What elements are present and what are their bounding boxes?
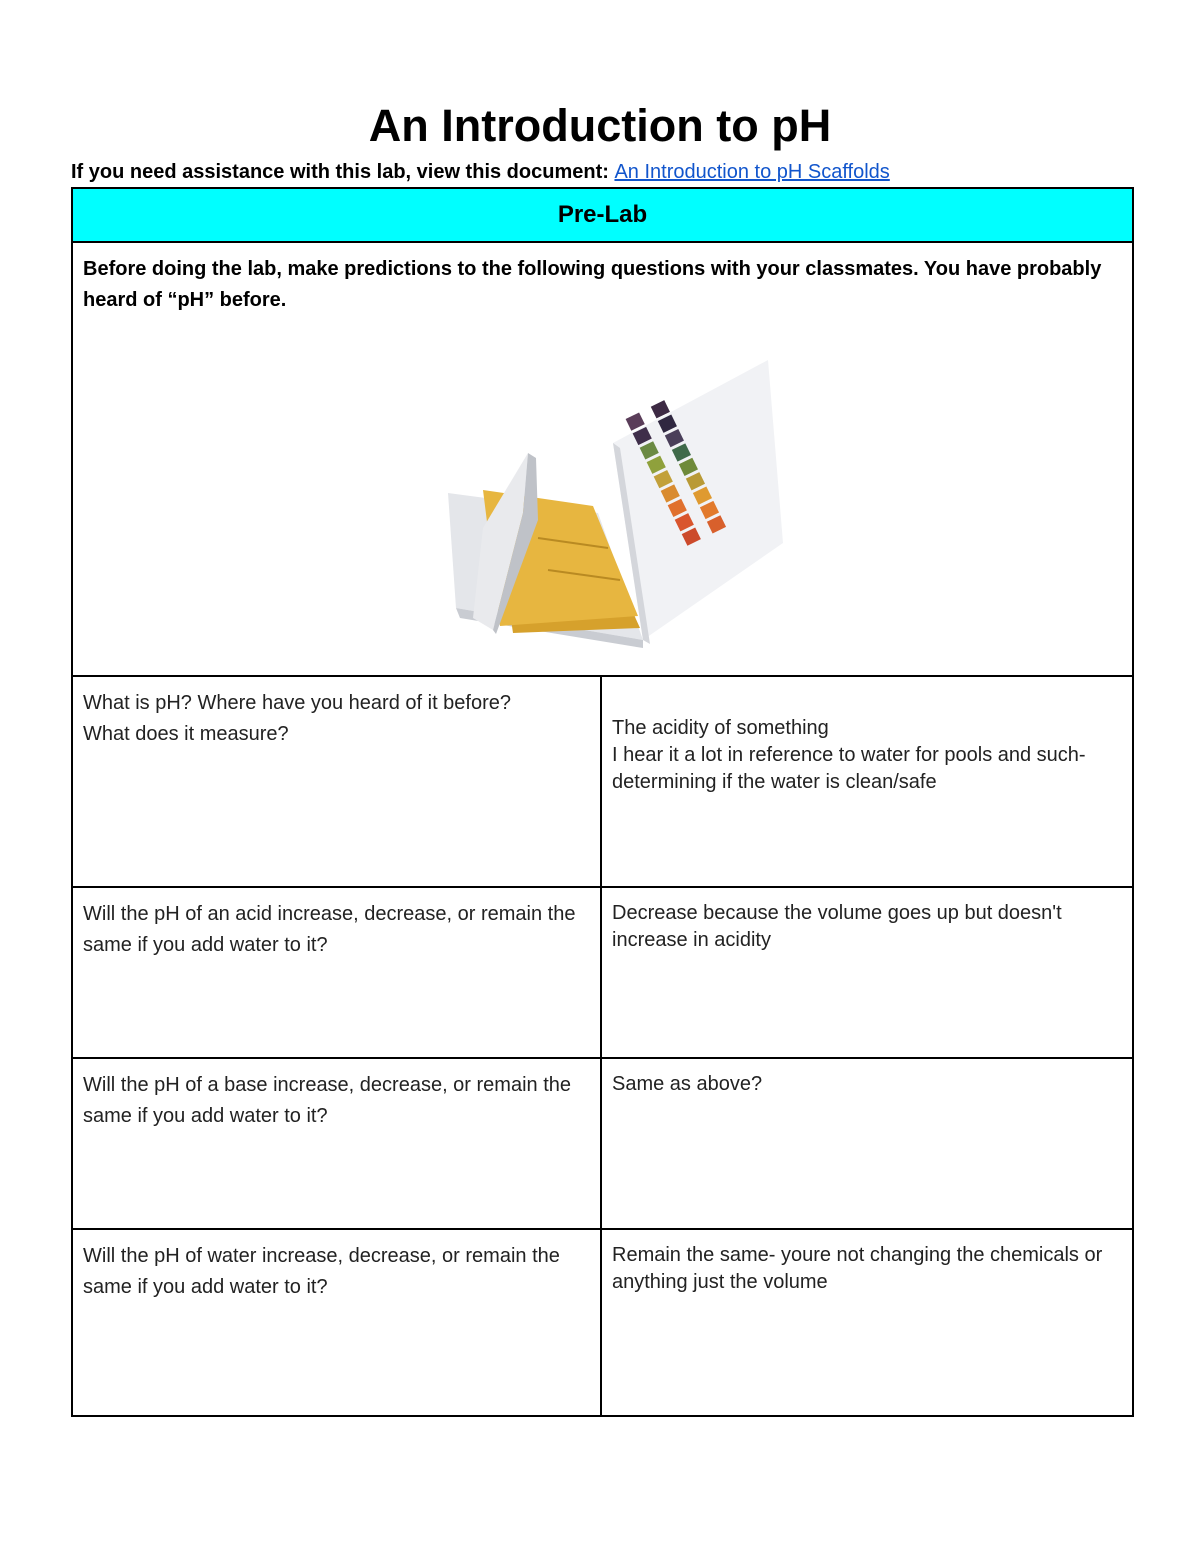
- prelab-heading: Pre-Lab: [557, 201, 648, 228]
- question-text: Will the pH of a base increase, decrease, or remain the same if you add water to it?: [83, 1074, 572, 1127]
- assistance-text: If you need assistance with this lab, view this document:: [71, 161, 615, 183]
- question-text: [73, 677, 600, 750]
- ph-test-strips-image: [438, 348, 788, 668]
- question-line: What is pH? Where have you heard of it before?: [83, 692, 512, 714]
- answer-text: Remain the same- youre not changing the chemicals or anything just the volume: [612, 1244, 1103, 1293]
- table-row: [72, 676, 1133, 887]
- prelab-heading-cell: [72, 188, 1133, 242]
- question-text: Will the pH of water increase, decrease, or remain the same if you add water to it?: [83, 1245, 560, 1298]
- answer-line: I hear it a lot in reference to water for pools and such- determining if the water is clean/safe: [612, 744, 1086, 793]
- assistance-line: [71, 159, 890, 185]
- answer-cell[interactable]: [601, 676, 1133, 887]
- prelab-table: [71, 187, 1134, 1417]
- question-line: What does it measure?: [83, 723, 289, 745]
- question-cell: [72, 1229, 601, 1416]
- table-row: [72, 1058, 1133, 1229]
- answer-cell[interactable]: [601, 887, 1133, 1058]
- table-row: [72, 887, 1133, 1058]
- question-text: Will the pH of an acid increase, decrease, or remain the same if you add water to it?: [83, 903, 576, 956]
- question-cell: [72, 887, 601, 1058]
- answer-cell[interactable]: [601, 1229, 1133, 1416]
- answer-text: Decrease because the volume goes up but doesn't increase in acidity: [612, 902, 1062, 951]
- question-cell: [72, 676, 601, 887]
- answer-line: The acidity of something: [612, 717, 829, 739]
- scaffolds-link[interactable]: An Introduction to pH Scaffolds: [614, 161, 890, 183]
- table-row: [72, 1229, 1133, 1416]
- page-title: An Introduction to pH: [368, 100, 832, 151]
- answer-text: [602, 677, 1132, 796]
- prelab-intro: Before doing the lab, make predictions to the following questions with your classmates. You have probably heard of “pH” before.: [83, 258, 1102, 311]
- prelab-intro-cell: [72, 242, 1133, 676]
- answer-cell[interactable]: [601, 1058, 1133, 1229]
- question-cell: [72, 1058, 601, 1229]
- answer-text: Same as above?: [612, 1073, 763, 1095]
